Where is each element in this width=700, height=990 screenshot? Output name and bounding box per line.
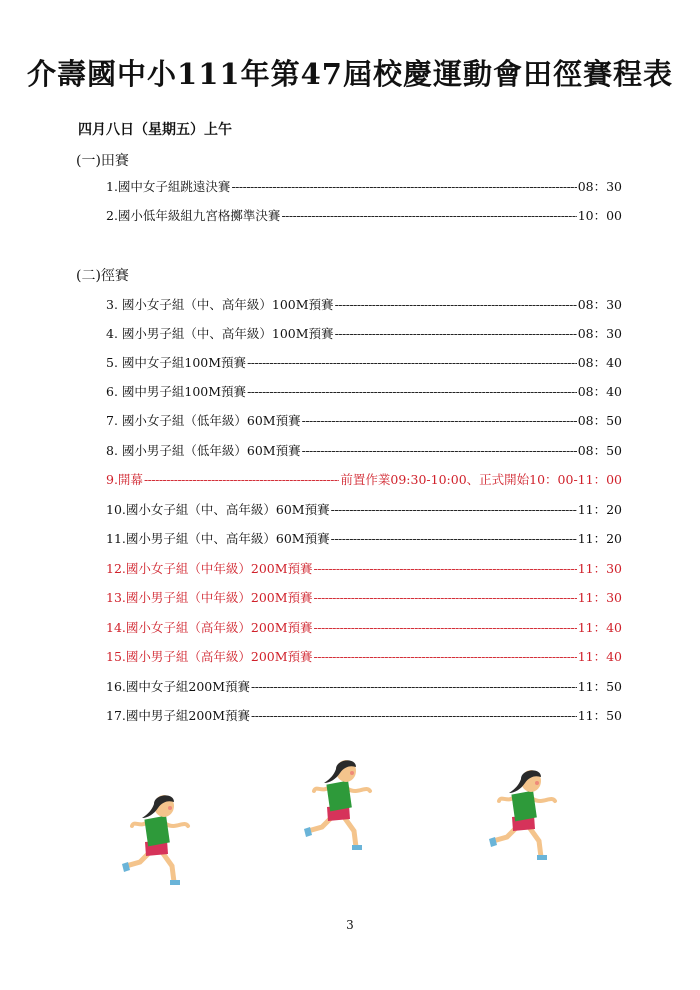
dot-leader [335,297,577,312]
dot-leader [251,708,577,723]
event-time: 11：30 [577,590,622,605]
schedule-row [106,205,622,225]
event-label: 7. 國小女子組（低年級）60M預賽 [106,413,301,428]
event-time: 11：30 [577,561,622,576]
schedule-row-opening [106,469,622,489]
event-label: 17.國中男子組200M預賽 [106,708,251,723]
event-time: 08：50 [577,413,622,428]
section-track: (二)徑賽 [76,268,129,284]
dot-leader [302,443,577,458]
event-time: 08：50 [577,443,622,458]
event-label: 13.國小男子組（中年級）200M預賽 [106,590,313,605]
dot-leader [247,384,577,399]
schedule-row [106,440,622,460]
event-label: 3. 國小女子組（中、高年級）100M預賽 [106,297,334,312]
event-time: 11：40 [577,649,622,664]
event-label: 11.國小男子組（中、高年級）60M預賽 [106,531,330,546]
event-label: 15.國小男子組（高年級）200M預賽 [106,649,313,664]
event-time: 08：30 [577,179,622,194]
event-label: 1.國中女子組跳遠決賽 [106,179,231,194]
page-title: 介壽國中小111年第47屆校慶運動會田徑賽程表 [27,57,673,91]
event-label: 14.國小女子組（高年級）200M預賽 [106,620,313,635]
runner-figure [122,795,188,885]
schedule-row [106,676,622,696]
section-field: (一)田賽 [76,153,129,169]
event-label: 8. 國小男子組（低年級）60M預賽 [106,443,301,458]
schedule-row [106,410,622,430]
schedule-row [106,294,622,314]
dot-leader [331,531,577,546]
event-time: 08：30 [577,297,622,312]
dot-leader [231,179,576,194]
dot-leader [314,561,577,576]
event-time: 11：50 [577,708,622,723]
event-time: 11：20 [577,502,622,517]
schedule-row [106,587,622,607]
dot-leader [314,649,577,664]
day-heading: 四月八日（星期五）上午 [78,122,232,138]
event-time: 11：40 [577,620,622,635]
schedule-row [106,352,622,372]
dot-leader [331,502,577,517]
event-label: 9.開幕 [106,472,143,487]
runner-illustration-3 [485,765,570,865]
runner-illustration-1 [118,790,203,890]
event-label: 16.國中女子組200M預賽 [106,679,251,694]
schedule-row [106,558,622,578]
event-time: 10：00 [577,208,622,223]
dot-leader [314,590,577,605]
event-time: 11：20 [577,531,622,546]
dot-leader [247,355,577,370]
dot-leader [314,620,577,635]
schedule-row [106,617,622,637]
event-label: 12.國小女子組（中年級）200M預賽 [106,561,313,576]
schedule-row [106,705,622,725]
dot-leader [335,326,577,341]
event-label: 10.國小女子組（中、高年級）60M預賽 [106,502,330,517]
schedule-row [106,646,622,666]
page-number: 3 [346,918,354,932]
event-label: 6. 國中男子組100M預賽 [106,384,247,399]
event-label: 4. 國小男子組（中、高年級）100M預賽 [106,326,334,341]
event-label: 5. 國中女子組100M預賽 [106,355,247,370]
schedule-row [106,323,622,343]
event-time: 08：40 [577,384,622,399]
dot-leader [144,472,339,487]
dot-leader [302,413,577,428]
schedule-row [106,381,622,401]
runner-figure [304,760,370,850]
dot-leader [251,679,577,694]
runner-illustration-2 [300,755,385,855]
event-label: 2.國小低年級組九宮格擲準決賽 [106,208,281,223]
event-note: 前置作業09:30-10:00、正式開始10：00-11：00 [340,472,622,487]
event-time: 08：30 [577,326,622,341]
schedule-row [106,499,622,519]
dot-leader [281,208,576,223]
schedule-row [106,528,622,548]
schedule-row [106,176,622,196]
event-time: 08：40 [577,355,622,370]
runner-figure [489,770,555,860]
event-time: 11：50 [577,679,622,694]
